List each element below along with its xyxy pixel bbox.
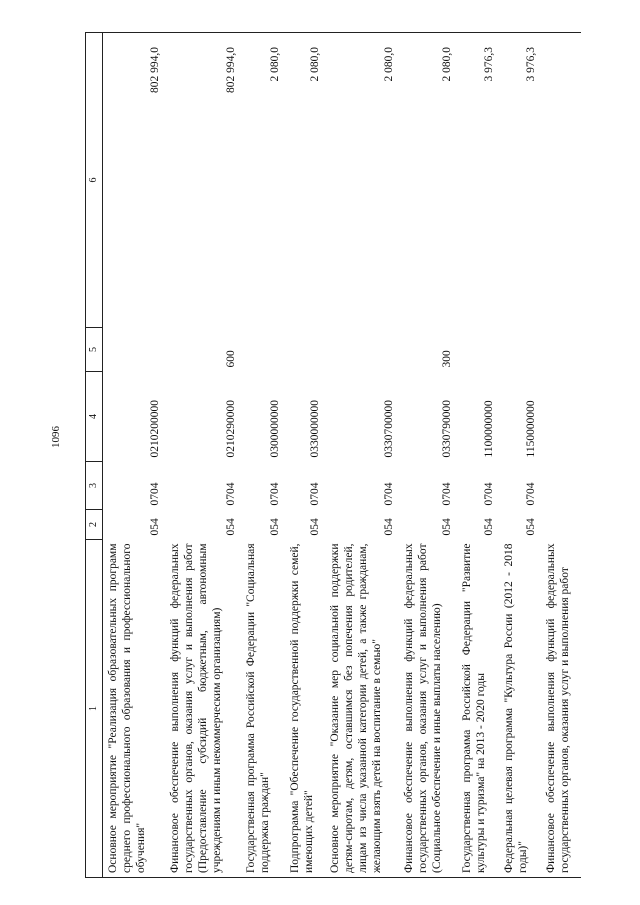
row-section: 0704 — [524, 482, 537, 506]
row-section — [541, 462, 581, 510]
row-name: Подпрограмма "Обеспечение государственной поддержки семей, имеющих детей" — [285, 540, 325, 878]
col-header-target: 4 — [86, 372, 103, 462]
row-type: 600 — [224, 350, 237, 368]
row-type — [457, 328, 499, 372]
row-name: Финансовое обеспечение выполнения функций федеральных государственных органов, оказания услуг и выполнения работ (Предоставление субсидий бюджетным, автономным учреждениям и иным некоммерческим организациям) — [165, 540, 241, 878]
table-row — [165, 33, 241, 878]
row-target: 0210290000 — [224, 400, 237, 458]
row-type — [499, 328, 541, 372]
row-type — [285, 328, 325, 372]
budget-table — [85, 32, 581, 878]
row-type — [541, 328, 581, 372]
row-section: 0704 — [224, 482, 237, 506]
row-type — [325, 328, 399, 372]
col-header-name: 1 — [86, 540, 103, 878]
budget-sheet — [85, 33, 615, 878]
row-amount: 2 080,0 — [285, 33, 325, 328]
row-target: 0330700000 — [382, 400, 395, 458]
row-amount: 3 976,3 — [457, 33, 499, 328]
row-target: 1100000000 — [482, 400, 495, 458]
row-name: Основное мероприятие "Реализация образовательных программ среднего профессионального образования и профессионального обучения" — [103, 540, 165, 878]
row-section: 0704 — [268, 482, 281, 506]
row-target: 0330000000 — [308, 400, 321, 458]
row-target: 0300000000 — [268, 400, 281, 458]
row-amount: 802 994,0 — [165, 33, 241, 328]
row-code: 054 — [224, 518, 237, 536]
col-header-type: 5 — [86, 328, 103, 372]
table-row — [325, 33, 399, 878]
row-code: 054 — [382, 518, 395, 536]
page-number: 1096 — [50, 426, 62, 448]
col-header-code: 2 — [86, 510, 103, 540]
row-type — [241, 328, 285, 372]
row-code: 054 — [440, 518, 453, 536]
row-amount: 802 994,0 — [103, 33, 165, 328]
row-section: 0704 — [148, 482, 161, 506]
row-name: Федеральная целевая программа "Культура России (2012 - 2018 годы)" — [499, 540, 541, 878]
table-row — [103, 33, 165, 878]
table-row — [285, 33, 325, 878]
row-code: 054 — [268, 518, 281, 536]
row-amount — [541, 33, 581, 328]
row-code: 054 — [482, 518, 495, 536]
table-row — [241, 33, 285, 878]
row-section: 0704 — [440, 482, 453, 506]
row-target — [541, 372, 581, 462]
row-type: 300 — [440, 350, 453, 368]
row-amount: 2 080,0 — [325, 33, 399, 328]
row-name: Основное мероприятие "Оказание мер социальной поддержки детям-сиротам, детям, оставшимся без попечения родителей, лицам из числа указанной категории детей, а также гражданам, желающим взять детей на воспитание в семью" — [325, 540, 399, 878]
col-header-amount: 6 — [86, 33, 103, 328]
row-code: 054 — [524, 518, 537, 536]
col-header-section: 3 — [86, 462, 103, 510]
header-row — [86, 33, 103, 878]
row-name: Государственная программа Российской Федерации "Социальная поддержка граждан" — [241, 540, 285, 878]
row-section: 0704 — [382, 482, 395, 506]
table-row — [499, 33, 541, 878]
row-name: Государственная программа Российской Федерации "Развитие культуры и туризма" на 2013 - 2020 годы — [457, 540, 499, 878]
row-code: 054 — [308, 518, 321, 536]
row-target: 0330790000 — [440, 400, 453, 458]
row-code: 054 — [148, 518, 161, 536]
row-amount: 2 080,0 — [399, 33, 457, 328]
row-name: Финансовое обеспечение выполнения функций федеральных государственных органов, оказания услуг и выполнения работ — [541, 540, 581, 878]
table-row — [457, 33, 499, 878]
row-name: Финансовое обеспечение выполнения функций федеральных государственных органов, оказания услуг и выполнения работ (Социальное обеспечение и иные выплаты населению) — [399, 540, 457, 878]
row-target: 0210200000 — [148, 400, 161, 458]
table-row — [399, 33, 457, 878]
row-section: 0704 — [482, 482, 495, 506]
row-section: 0704 — [308, 482, 321, 506]
table-row — [541, 33, 581, 878]
row-code — [541, 510, 581, 540]
row-type — [103, 328, 165, 372]
row-target: 1150000000 — [524, 400, 537, 458]
row-amount: 2 080,0 — [241, 33, 285, 328]
row-amount: 3 976,3 — [499, 33, 541, 328]
